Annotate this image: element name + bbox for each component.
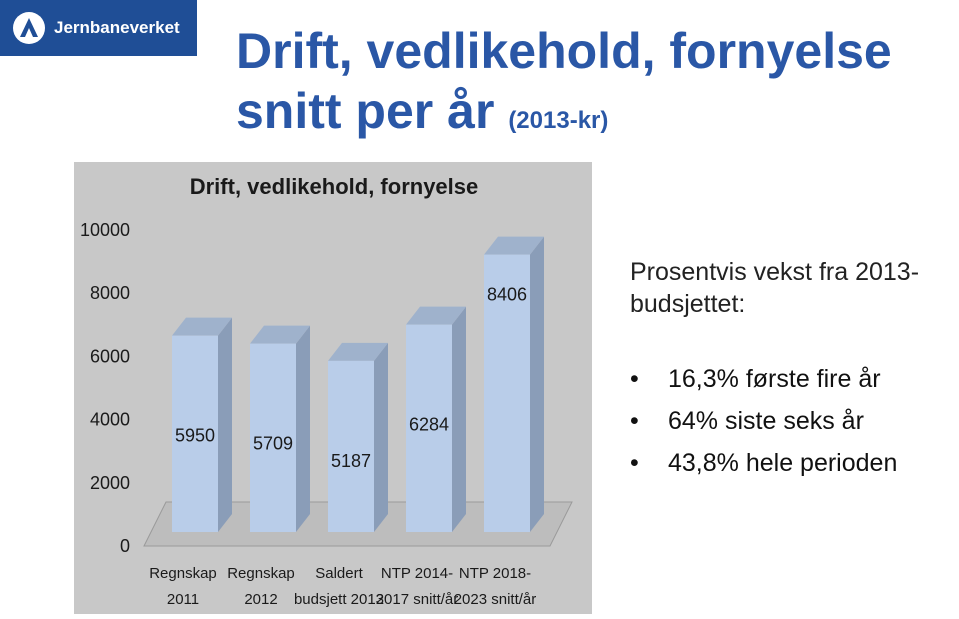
x-tick-label: Regnskap [227, 565, 295, 582]
growth-item: • 16,3% første fire år [630, 364, 897, 406]
page-subtitle [236, 82, 608, 140]
x-tick-label: NTP 2018- [458, 565, 532, 582]
bar [328, 361, 374, 532]
bar-side [218, 318, 232, 532]
page-subtitle-unit: (2013-kr) [508, 107, 609, 134]
y-tick-label: 2000 [89, 472, 130, 493]
growth-item: • 64% siste seks år [630, 406, 897, 448]
x-tick-label: 2012 [244, 591, 278, 608]
y-tick-label: 6000 [89, 346, 130, 367]
growth-list [630, 364, 897, 490]
growth-heading: Prosentvis vekst fra 2013-budsjettet: [630, 258, 920, 318]
bar-value-label: 5950 [174, 425, 216, 446]
x-tick-label: budsjett 2013 [293, 591, 385, 608]
logo [0, 0, 197, 56]
bar-chart [74, 162, 592, 614]
page-subtitle-text: snitt per år [236, 83, 495, 139]
bar-side [374, 343, 388, 532]
logo-text: Jernbaneverket [54, 18, 180, 37]
bar-side [530, 237, 544, 532]
x-tick-label: 2023 snitt/år [453, 591, 537, 608]
x-tick-label: 2011 [166, 591, 200, 608]
chart-svg [74, 162, 592, 614]
logo-icon [12, 11, 46, 45]
bar-value-label: 6284 [408, 414, 450, 435]
x-tick-label: Regnskap [149, 565, 217, 582]
x-tick-label: NTP 2014- [380, 565, 454, 582]
x-tick-label: 2017 snitt/år [375, 591, 459, 608]
bar-value-label: 5187 [330, 450, 372, 471]
bar-side [452, 307, 466, 532]
page-title: Drift, vedlikehold, fornyelse [236, 23, 892, 79]
bar-value-label: 8406 [486, 284, 528, 305]
bar-value-label: 5709 [252, 433, 294, 454]
y-tick-label: 10000 [79, 220, 130, 240]
x-tick-label: Saldert [315, 565, 363, 582]
y-tick-label: 0 [119, 536, 130, 556]
bar-side [296, 326, 310, 532]
y-tick-label: 4000 [89, 409, 130, 430]
growth-item: • 43,8% hele perioden [630, 448, 897, 490]
chart-title: Drift, vedlikehold, fornyelse [189, 174, 479, 199]
y-tick-label: 8000 [89, 283, 130, 304]
